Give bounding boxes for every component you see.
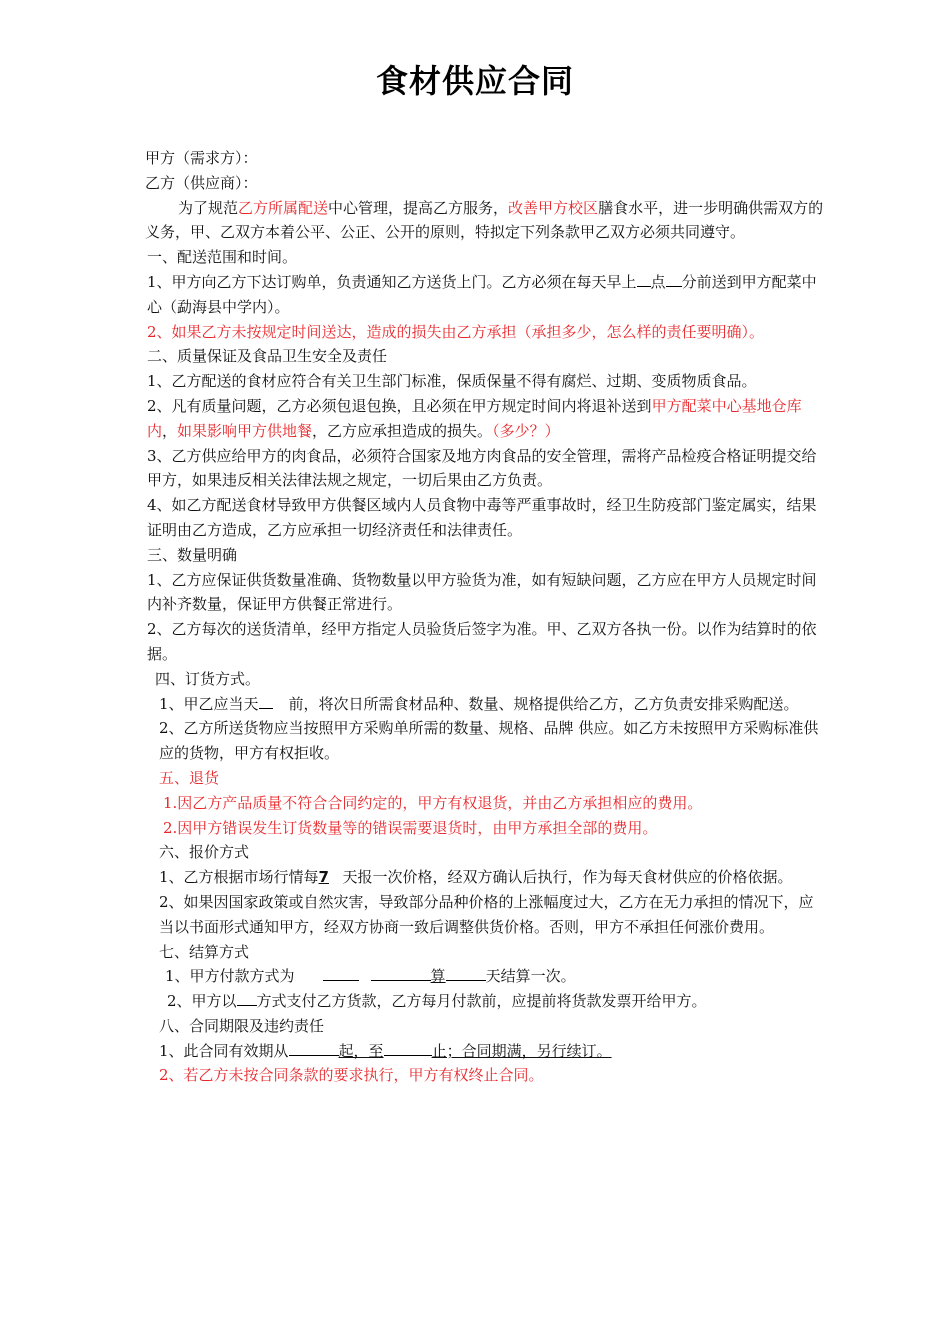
item-text: 1、甲方向乙方下达订购单，负责通知乙方送货上门。乙方必须在每天早上 xyxy=(147,272,637,291)
section-8-item-1 xyxy=(145,1039,825,1064)
intro-red-text: 乙方所属配送 xyxy=(238,198,329,217)
item-text: 2、凡有质量问题，乙方必须包退包换，且必须在甲方规定时间内将退补送到 xyxy=(147,396,652,415)
section-2-heading: 二、质量保证及食品卫生安全及责任 xyxy=(147,347,388,366)
item-text: 2、甲方以 xyxy=(167,992,237,1011)
section-1-item-2: 2、如果乙方未按规定时间送达，造成的损失由乙方承担（承担多少，怎么样的责任要明确）。 xyxy=(147,322,765,341)
item-red-text: （多少？） xyxy=(492,421,560,440)
method-blank xyxy=(237,989,257,1006)
item-red-text: 如果影响甲方供地餐 xyxy=(177,421,313,440)
section-8-item-2: 2、若乙方未按合同条款的要求执行，甲方有权终止合同。 xyxy=(159,1066,544,1085)
section-4-item-1 xyxy=(145,692,825,717)
intro-paragraph xyxy=(145,196,825,246)
item-text: ，乙方应承担造成的损失。 xyxy=(312,421,493,440)
section-3-item-1: 1、乙方应保证供货数量准确、货物数量以甲方验货为准，如有短缺问题，乙方应在甲方人员规定时间内补齐数量，保证甲方供餐正常进行。 xyxy=(147,570,817,614)
section-2-item-4: 4、如乙方配送食材导致甲方供餐区域内人员食物中毒等严重事故时，经卫生防疫部门鉴定属实，结果证明由乙方造成，乙方应承担一切经济责任和法律责任。 xyxy=(147,496,817,539)
section-6-item-1 xyxy=(145,865,825,890)
item-text: 算 xyxy=(430,967,446,986)
section-2-item-2 xyxy=(145,394,825,444)
item-text: 1、乙方根据市场行情每 xyxy=(159,868,319,887)
item-red-text: 甲方配菜中心基地仓库内 xyxy=(147,396,802,440)
item-text: 天报一次价格，经双方确认后执行，作为每天食材供应的价格依据。 xyxy=(342,868,793,887)
payment-blank xyxy=(323,964,359,981)
intro-text: 膳食水平，进一步明确供需双方的义务，甲、乙双方本着公平、公正、公开的原则，特拟定下列条款甲乙双方必须共同遵守。 xyxy=(145,198,824,242)
start-date-blank xyxy=(289,1039,339,1056)
section-5-heading: 五、退货 xyxy=(159,768,220,787)
party-a-line: 甲方（需求方）： xyxy=(145,149,258,167)
item-text: 分前送到甲方配菜中心（勐海县中学内）。 xyxy=(147,272,817,316)
section-6-item-2: 2、如果因国家政策或自然灾害，导致部分品种价格的上涨幅度过大，乙方在无力承担的情况下，应当以书面形式通知甲方，经双方协商一致后调整供货价格。否则，甲方不承担任何涨价费用。 xyxy=(159,892,814,936)
settlement-blank xyxy=(371,964,431,981)
section-5-item-2: 2.因甲方错误发生订货数量等的错误需要退货时，由甲方承担全部的费用。 xyxy=(163,818,658,837)
section-4-item-2: 2、乙方所送货物应当按照甲方采购单所需的数量、规格、品牌 供应。如乙方未按照甲方采购标准供应的货物，甲方有权拒收。 xyxy=(159,719,819,763)
item-text: 起，至 xyxy=(338,1041,384,1060)
section-5-item-1: 1.因乙方产品质量不符合合同约定的，甲方有权退货，并由乙方承担相应的费用。 xyxy=(163,793,703,812)
days-value: 7 xyxy=(318,868,329,887)
section-7-heading: 七、结算方式 xyxy=(159,942,250,961)
section-2-item-3: 3、乙方供应给甲方的肉食品，必须符合国家及地方肉食品的安全管理，需将产品检疫合格证明提交给甲方，如果违反相关法律法规之规定，一切后果由乙方负责。 xyxy=(147,446,817,490)
item-text: 天结算一次。 xyxy=(485,967,576,986)
end-date-blank xyxy=(384,1039,432,1056)
section-1-heading: 一、配送范围和时间。 xyxy=(147,248,298,267)
page-title: 食材供应合同 xyxy=(375,62,574,100)
section-8-heading: 八、合同期限及违约责任 xyxy=(159,1016,325,1035)
section-1-item-1 xyxy=(145,270,825,320)
intro-red-text: 改善甲方校区 xyxy=(508,198,599,217)
settlement-days-blank xyxy=(446,964,486,981)
section-7-item-1 xyxy=(145,964,825,989)
party-b-line: 乙方（供应商）： xyxy=(145,173,258,192)
section-7-item-2 xyxy=(145,989,825,1014)
item-text: 方式支付乙方货款，乙方每月付款前，应提前将货款发票开给甲方。 xyxy=(256,992,707,1011)
section-6-heading: 六、报价方式 xyxy=(159,843,250,862)
item-text: ， xyxy=(162,421,178,440)
item-text: 1、甲方付款方式为 xyxy=(165,967,295,986)
section-3-item-2: 2、乙方每次的送货清单，经甲方指定人员验货后签字为准。甲、乙双方各执一份。以作为结算时的依据。 xyxy=(147,620,817,663)
intro-text: 为了规范 xyxy=(178,198,239,217)
item-text: 1、此合同有效期从 xyxy=(159,1041,289,1060)
minute-blank xyxy=(666,270,682,287)
item-text: 点 xyxy=(650,272,666,291)
item-text: 止；合同期满，另行续订。 xyxy=(431,1041,612,1060)
section-4-heading: 四、订货方式。 xyxy=(155,669,261,688)
intro-text: 中心管理，提高乙方服务， xyxy=(328,198,509,217)
contract-body xyxy=(145,146,825,1088)
item-text: 1、甲乙应当天 xyxy=(159,694,259,713)
section-3-heading: 三、数量明确 xyxy=(147,545,238,564)
section-2-item-1: 1、乙方配送的食材应符合有关卫生部门标准，保质保量不得有腐烂、过期、变质物质食品。 xyxy=(147,372,757,391)
item-text: 前，将次日所需食材品种、数量、规格提供给乙方，乙方负责安排采购配送。 xyxy=(288,694,799,713)
hour-blank xyxy=(637,270,651,287)
time-blank xyxy=(259,692,273,709)
